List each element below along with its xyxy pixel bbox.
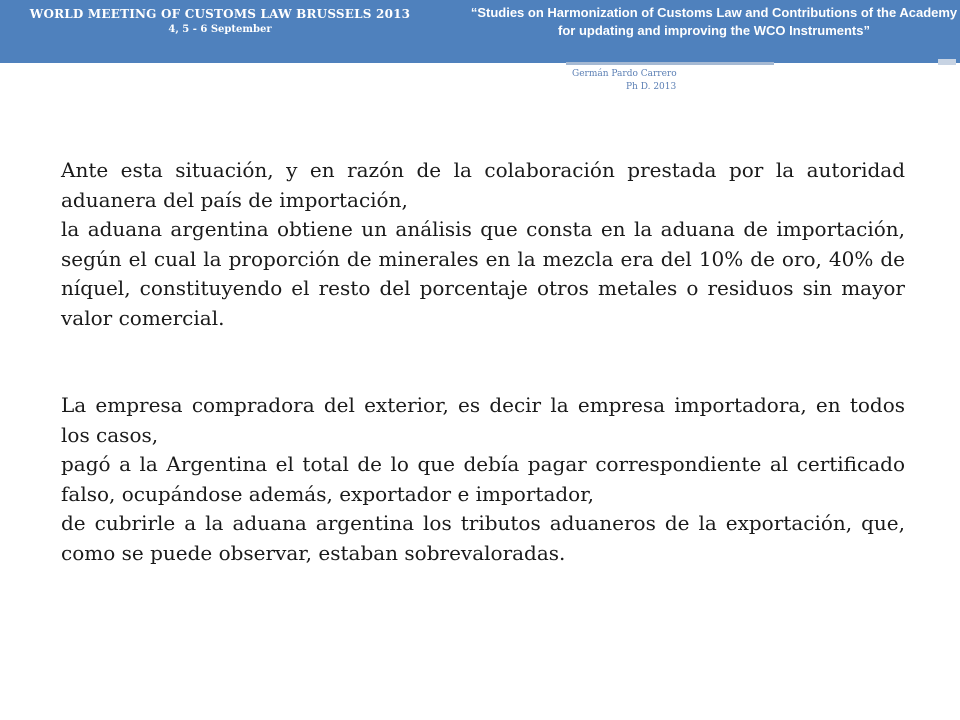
slide-body bbox=[61, 156, 905, 568]
paragraph: pagó a la Argentina el total de lo que debía pagar correspondiente al certificado falso, ocupándose además, exportador e importador, bbox=[61, 452, 905, 506]
paragraph: la aduana argentina obtiene un análisis que consta en la aduana de importación, según el cual la proporción de minerales en la mezcla era del 10% de oro, 40% de níquel, constituyendo el resto del porcentaje otros metales o residuos sin mayor valor comercial. bbox=[61, 217, 905, 330]
paragraph-gap bbox=[61, 333, 905, 391]
author-name: Germán Pardo Carrero bbox=[572, 69, 677, 79]
meeting-title: WORLD MEETING OF CUSTOMS LAW BRUSSELS 2013 bbox=[29, 7, 411, 21]
studies-title: “Studies on Harmonization of Customs Law and Contributions of the Academy for updating and improving the WCO Instruments” bbox=[470, 5, 958, 38]
paragraph: de cubrirle a la aduana argentina los tributos aduaneros de la exportación, que, como se puede observar, estaban sobrevaloradas. bbox=[61, 511, 905, 565]
header-bar bbox=[0, 0, 960, 63]
meeting-dates: 4, 5 - 6 September bbox=[168, 24, 272, 35]
paragraph: La empresa compradora del exterior, es decir la empresa importadora, en todos los casos, bbox=[61, 393, 905, 447]
paragraph: Ante esta situación, y en razón de la colaboración prestada por la autoridad aduanera del país de importación, bbox=[61, 158, 905, 212]
corner-mark bbox=[938, 59, 956, 65]
header-underline bbox=[566, 62, 774, 65]
author-degree: Ph D. 2013 bbox=[626, 82, 677, 92]
